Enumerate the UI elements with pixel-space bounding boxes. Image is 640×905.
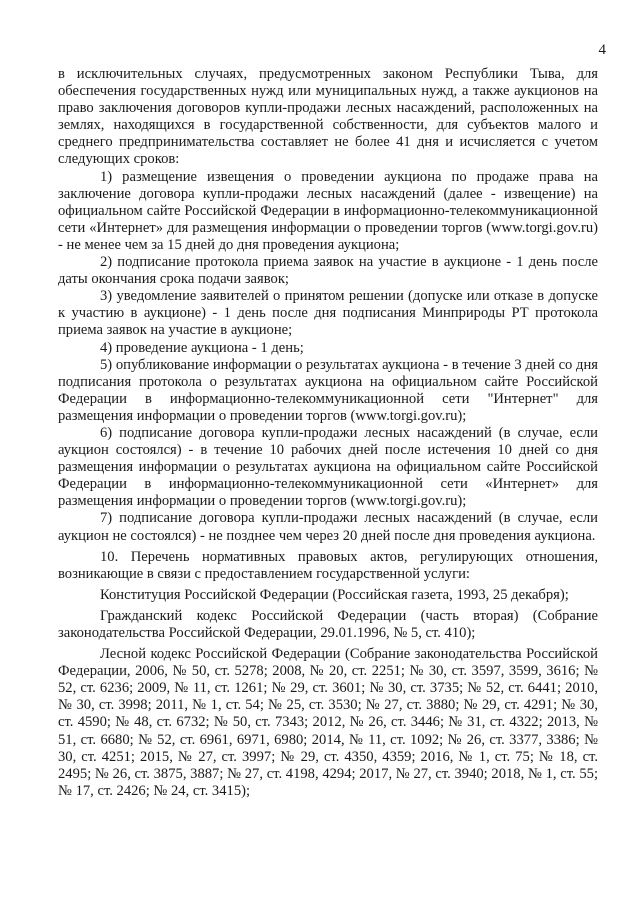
section-10-heading: 10. Перечень нормативных правовых актов, регулирующих отношения, возникающие в связи с предоставлением государственной услуги: [58, 548, 598, 582]
legal-act-civil-code: Гражданский кодекс Российской Федерации (часть вторая) (Собрание законодательства Российской Федерации, 29.01.1996, № 5, ст. 410); [58, 607, 598, 641]
list-item-1: 1) размещение извещения о проведении аукциона по продаже права на заключение договора купли-продажи лесных насаждений (далее - извещение) на официальном сайте Российской Федерации в информационно-телекоммуникационной сети «Интернет» для размещения информации о проведении торгов (www.torgi.gov.ru) - не менее чем за 15 дней до дня проведения аукциона; [58, 168, 598, 253]
document-body [58, 66, 598, 800]
legal-act-constitution: Конституция Российской Федерации (Российская газета, 1993, 25 декабря); [100, 586, 569, 603]
paragraph-continuation: в исключительных случаях, предусмотренных законом Республики Тыва, для обеспечения государственных нужд или муниципальных нужд, а также аукционов на право заключения договоров купли-продажи лесных насаждений, расположенных на землях, находящихся в государственной собственности, для субъектов малого и среднего предпринимательства составляет не более 41 дня и исчисляется с учетом следующих сроков: [58, 66, 598, 168]
page-number: 4 [598, 42, 606, 58]
list-item-5: 5) опубликование информации о результатах аукциона - в течение 3 дней со дня подписания протокола о результатах аукциона на официальном сайте Российской Федерации в информационно-телекоммуникационной сети "Интернет" для размещения информации о проведении торгов (www.torgi.gov.ru); [58, 356, 598, 424]
legal-act-forest-code: Лесной кодекс Российской Федерации (Собрание законодательства Российской Федерации, 2006, № 50, ст. 5278; 2008, № 20, ст. 2251; № 30, ст. 3597, 3599, 3616; № 52, ст. 6236; 2009, № 11, ст. 1261; № 29, ст. 3601; № 30, ст. 3735; № 52, ст. 6441; 2010, № 30, ст. 3998; 2011, № 1, ст. 54; № 25, ст. 3530; № 27, ст. 3880; № 29, ст. 4291; № 30, ст. 4590; № 48, ст. 6732; № 50, ст. 7343; 2012, № 26, ст. 3446; № 31, ст. 4322; 2013, № 51, ст. 6680; № 52, ст. 6961, 6971, 6980; 2014, № 11, ст. 1092; № 26, ст. 3377, 3386; № 30, ст. 4251; 2015, № 27, ст. 3997; № 29, ст. 4350, 4359; 2016, № 1, ст. 75; № 18, ст. 2495; № 26, ст. 3875, 3887; № 27, ст. 4198, 4294; 2017, № 27, ст. 3940; 2018, № 1, ст. 55; № 17, ст. 2426; № 24, ст. 3415); [58, 646, 598, 799]
list-item-4: 4) проведение аукциона - 1 день; [100, 339, 304, 356]
list-item-3: 3) уведомление заявителей о принятом решении (допуске или отказе в допуске к участию в аукционе) - 1 день после дня подписания Минприроды РТ протокола приема заявок на участие в аукционе; [58, 288, 598, 339]
list-item-6: 6) подписание договора купли-продажи лесных насаждений (в случае, если аукцион состоялся) - в течение 10 рабочих дней после истечения 10 дней со дня размещения информации о результатах аукциона на официальном сайте Российской Федерации в информационно-телекоммуникационной сети «Интернет» для размещения информации о проведении торгов (www.torgi.gov.ru); [58, 424, 598, 510]
list-item-2: 2) подписание протокола приема заявок на участие в аукционе - 1 день после даты окончания срока подачи заявок; [58, 254, 598, 288]
list-item-7: 7) подписание договора купли-продажи лесных насаждений (в случае, если аукцион не состоялся) - не позднее чем через 20 дней после дня проведения аукциона. [58, 510, 598, 544]
